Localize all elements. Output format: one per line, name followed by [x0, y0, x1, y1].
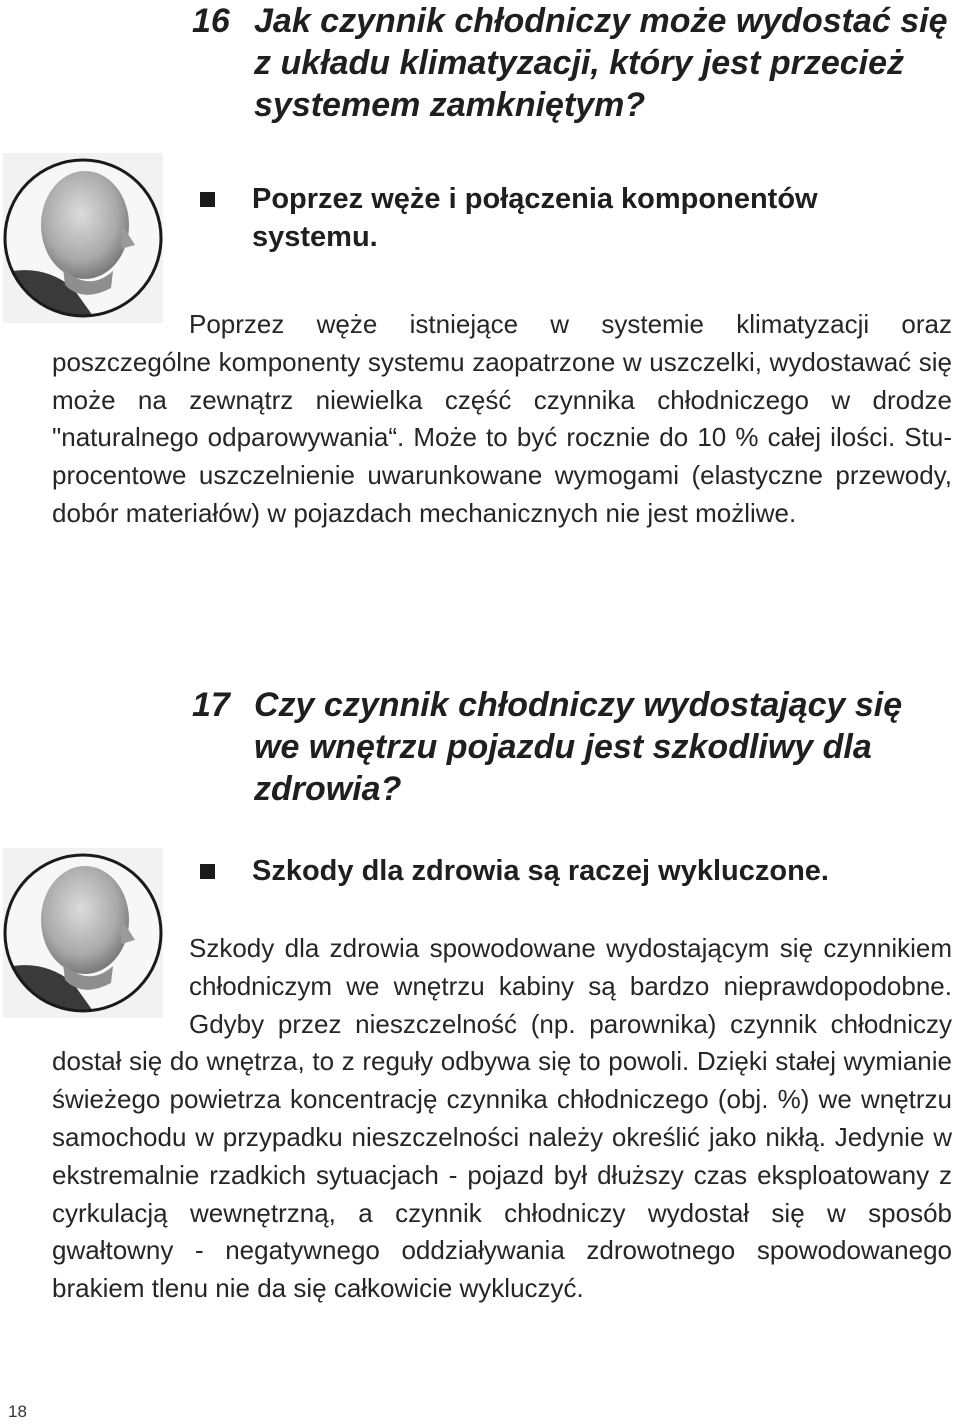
question-16-title [192, 0, 952, 126]
answer-17 [200, 852, 940, 890]
question-text: Jak czynnik chłodniczy może wydostać się z układu klimatyzacji, który jest przecież systemem zamkniętym? [254, 2, 948, 124]
bullet-square [200, 192, 215, 207]
paragraph: Poprzez węże istniejące w systemie klimatyzacji oraz poszczególne komponenty systemu zaopatrzone w uszczelki, wydostawać się może na zewnątrz niewielka część czynnika chłodniczego w drodze "naturalnego odparowywania“. Może to być rocznie do 10 % całej ilości. Stu-procentowe uszczelnienie uwarunkowane wymogami (elastyczne przewody, dobór materiałów) w pojazdach mechanicznych nie jest możliwe. [52, 309, 952, 528]
answer-text: Szkody dla zdrowia są raczej wykluczone. [252, 855, 829, 887]
question-number: 16 [192, 2, 230, 40]
question-17-title [192, 684, 952, 810]
page-number: 18 [8, 1402, 27, 1421]
answer-text: Poprzez węże i połączenia komponentów systemu. [252, 183, 818, 253]
paragraph: Szkody dla zdrowia spowodowane wydostającym się czynnikiem chłodniczym we wnętrzu kabiny są bardzo nieprawdopodobne. Gdyby przez nieszczelność (np. parownika) czynnik chłodniczy dostał się do wnętrza, to z reguły odbywa się to powoli. Dzięki stałej wymianie świeżego powietrza koncentrację czynnika chłodniczego (obj. %) we wnętrzu samochodu w przypadku nieszczelności należy określić jako nikłą. Jedynie w ekstremalnie rzadkich sytuacjach - pojazd był dłuższy czas eksploatowany z cyrkulacją wewnętrzną, a czynnik chłodniczy wydostał się w sposób gwałtowny - negatywnego oddziaływania zdrowotnego spowodowanego brakiem tlenu nie da się całkowicie wykluczyć. [52, 933, 952, 1304]
answer-16 [200, 180, 940, 256]
question-number: 17 [192, 686, 230, 724]
bullet-square [200, 864, 215, 879]
portrait-avatar [3, 153, 163, 323]
question-text: Czy czynnik chłodniczy wydostający się we wnętrzu pojazdu jest szkodliwy dla zdrowia? [254, 686, 903, 808]
body-text-16 [52, 306, 952, 533]
body-text-17 [52, 930, 952, 1308]
